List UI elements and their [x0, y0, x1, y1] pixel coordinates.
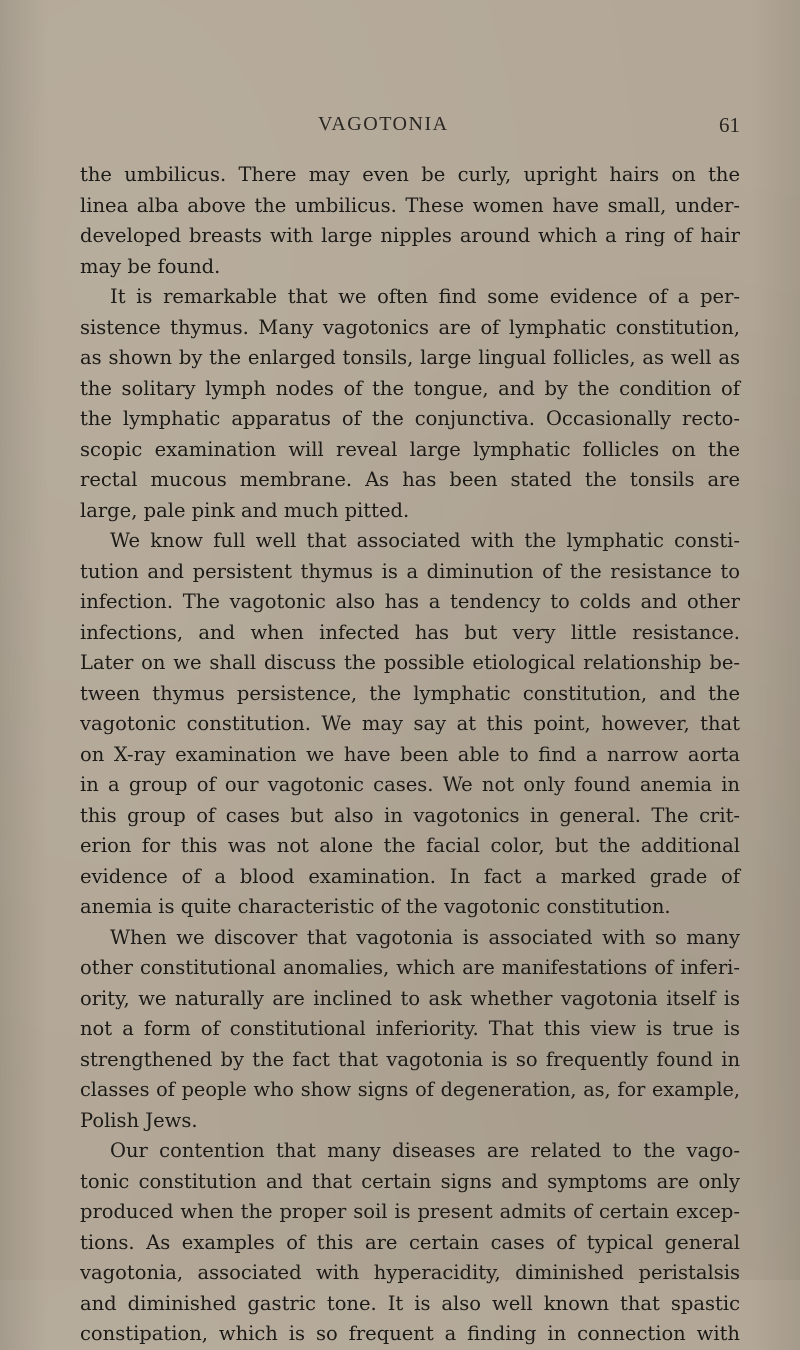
text-line: Later on we shall discuss the possible etiological relationship be-: [80, 651, 740, 674]
text-line: It is remarkable that we often find some evidence of a per-: [110, 285, 740, 308]
text-line: tions. As examples of this are certain cases of typical general: [80, 1230, 740, 1254]
text-line: scopic examination will reveal large lymphatic follicles on the: [80, 437, 740, 461]
running-head: [80, 113, 740, 143]
text-line: infection. The vagotonic also has a tendency to colds and other: [80, 590, 740, 613]
text-line: this group of cases but also in vagotonics in general. The crit-: [80, 803, 740, 827]
text-line: Polish Jews.: [80, 1108, 198, 1132]
page-number: 61: [719, 113, 740, 137]
text-line: large, pale pink and much pitted.: [80, 498, 410, 522]
text-line: constipation, which is so frequent a finding in connection with: [80, 1322, 740, 1345]
text-line: Our contention that many diseases are related to the vago-: [110, 1139, 740, 1162]
text-line: linea alba above the umbilicus. These women have small, under-: [80, 193, 740, 217]
text-line: rectal mucous membrane. As has been stated the tonsils are: [80, 468, 740, 491]
text-line: the umbilicus. There may even be curly, upright hairs on the: [80, 163, 740, 186]
text-line: other constitutional anomalies, which are manifestations of inferi-: [80, 956, 740, 979]
text-line: evidence of a blood examination. In fact a marked grade of: [80, 864, 740, 888]
text-line: ority, we naturally are inclined to ask whether vagotonia itself is: [80, 986, 740, 1010]
text-line: and diminished gastric tone. It is also well known that spastic: [80, 1291, 740, 1315]
text-line: the lymphatic apparatus of the conjunctiva. Occasionally recto-: [80, 407, 740, 430]
text-line: may be found.: [80, 254, 221, 278]
text-line: strengthened by the fact that vagotonia is so frequently found in: [80, 1047, 740, 1071]
text-line: tution and persistent thymus is a diminution of the resistance to: [80, 559, 740, 583]
text-line: on X-ray examination we have been able to find a narrow aorta: [80, 742, 740, 766]
text-line: produced when the proper soil is present admits of certain excep-: [80, 1200, 740, 1223]
text-line: not a form of constitutional inferiority. That this view is true is: [80, 1017, 740, 1040]
text-line: vagotonia, associated with hyperacidity, diminished peristalsis: [80, 1261, 740, 1284]
text-line: infections, and when infected has but very little resistance.: [80, 620, 740, 644]
text-line: vagotonic constitution. We may say at this point, however, that: [80, 712, 740, 735]
text-line: tween thymus persistence, the lymphatic constitution, and the: [80, 681, 740, 705]
text-line: erion for this was not alone the facial color, but the additional: [80, 834, 740, 857]
text-line: sistence thymus. Many vagotonics are of lymphatic constitution,: [80, 315, 740, 339]
text-line: tonic constitution and that certain signs and symptoms are only: [80, 1169, 740, 1193]
text-line: as shown by the enlarged tonsils, large lingual follicles, as well as: [80, 346, 740, 369]
text-line: anemia is quite characteristic of the vagotonic constitution.: [80, 895, 671, 918]
text-line: developed breasts with large nipples around which a ring of hair: [80, 224, 740, 247]
text-line: classes of people who show signs of degeneration, as, for example,: [80, 1078, 740, 1101]
text-line: the solitary lymph nodes of the tongue, and by the condition of: [80, 376, 740, 400]
running-title: VAGOTONIA: [318, 113, 449, 135]
text-line: When we discover that vagotonia is associated with so many: [110, 925, 740, 949]
text-line: in a group of our vagotonic cases. We not only found anemia in: [80, 773, 740, 796]
body-text: [80, 160, 740, 1350]
text-line: We know full well that associated with the lymphatic consti-: [110, 529, 740, 552]
